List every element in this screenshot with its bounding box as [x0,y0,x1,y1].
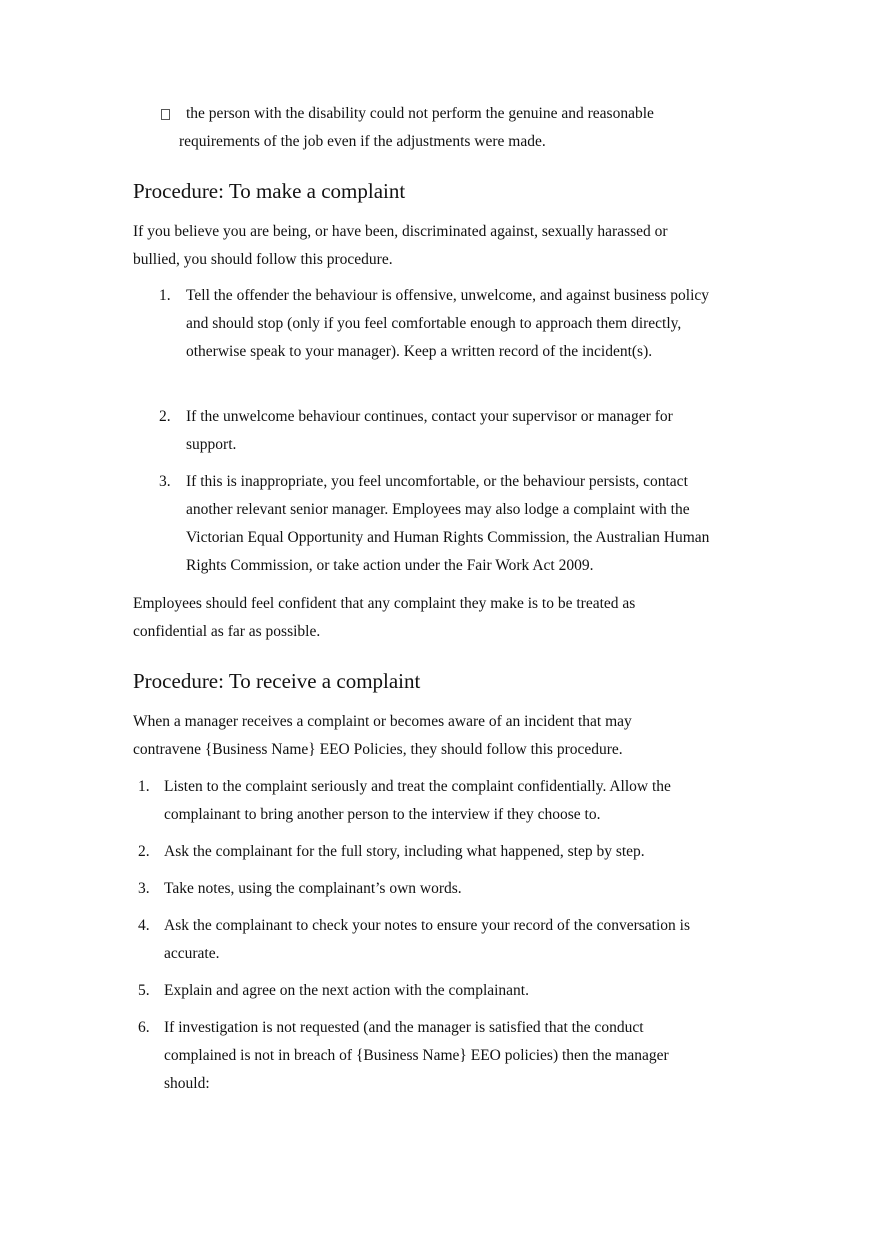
section1-item-2-text: If the unwelcome behaviour continues, contact your supervisor or manager for support. [186,408,673,453]
section1-list-item-3 [159,468,731,580]
section2-heading: Procedure: To receive a complaint [133,669,421,693]
section2-item-6-text: If investigation is not requested (and the manager is satisfied that the conduct complained is not in breach of {Business Name} EEO policies) then the manager should: [164,1019,669,1092]
section2-intro: When a manager receives a complaint or becomes aware of an incident that may contravene {Business Name} EEO Policies, they should follow this procedure. [133,713,632,758]
section1-item-1-number: 1. [159,287,171,304]
section2-item-5-number: 5. [138,982,150,999]
section2-list-item-6 [138,1014,709,1098]
section2-item-1-number: 1. [138,778,150,795]
section1-item-3-text: If this is inappropriate, you feel uncomfortable, or the behaviour persists, contact another relevant senior manager. Employees may also lodge a complaint with the Victorian Equal Opportunity and Human Rights Commission, the Australian Human Rights Commission, or take action under the Fair Work Act 2009. [186,473,710,574]
section1-item-3-number: 3. [159,473,171,490]
section2-item-4-text: Ask the complainant to check your notes to ensure your record of the conversation is accurate. [164,917,690,962]
section2-list-item-4 [138,912,729,968]
section1-intro: If you believe you are being, or have been, discriminated against, sexually harassed or bullied, you should follow this procedure. [133,223,668,268]
section2-item-3-number: 3. [138,880,150,897]
section2-item-6-number: 6. [138,1019,150,1036]
section2-item-3-text: Take notes, using the complainant’s own words. [164,880,462,897]
section2-list-item-3 [138,875,724,903]
section1-item-1-text: Tell the offender the behaviour is offensive, unwelcome, and against business policy and should stop (only if you feel comfortable enough to approach them directly, otherwise speak to your manager). Keep a written record of the incident(s). [186,287,710,360]
section2-list-item-1 [138,773,724,829]
section1-heading: Procedure: To make a complaint [133,179,406,203]
section1-list-item-1 [159,282,721,366]
section2-list-item-2 [138,838,724,866]
top-bullet-item [179,100,706,156]
section2-item-1-text: Listen to the complaint seriously and treat the complaint confidentially. Allow the complainant to bring another person to the interview if they choose to. [164,778,671,823]
section2-list-item-5 [138,977,724,1005]
section1-item-2-number: 2. [159,408,171,425]
top-bullet-text: the person with the disability could not perform the genuine and reasonable requirements of the job even if the adjustments were made. [179,105,654,150]
section1-list-item-2 [159,403,716,459]
section1-closing: Employees should feel confident that any complaint they make is to be treated as confidential as far as possible. [133,595,636,640]
section2-item-4-number: 4. [138,917,150,934]
section2-item-2-number: 2. [138,843,150,860]
section2-item-2-text: Ask the complainant for the full story, including what happened, step by step. [164,843,645,860]
section2-item-5-text: Explain and agree on the next action with the complainant. [164,982,529,999]
bullet-box-icon [161,109,170,120]
